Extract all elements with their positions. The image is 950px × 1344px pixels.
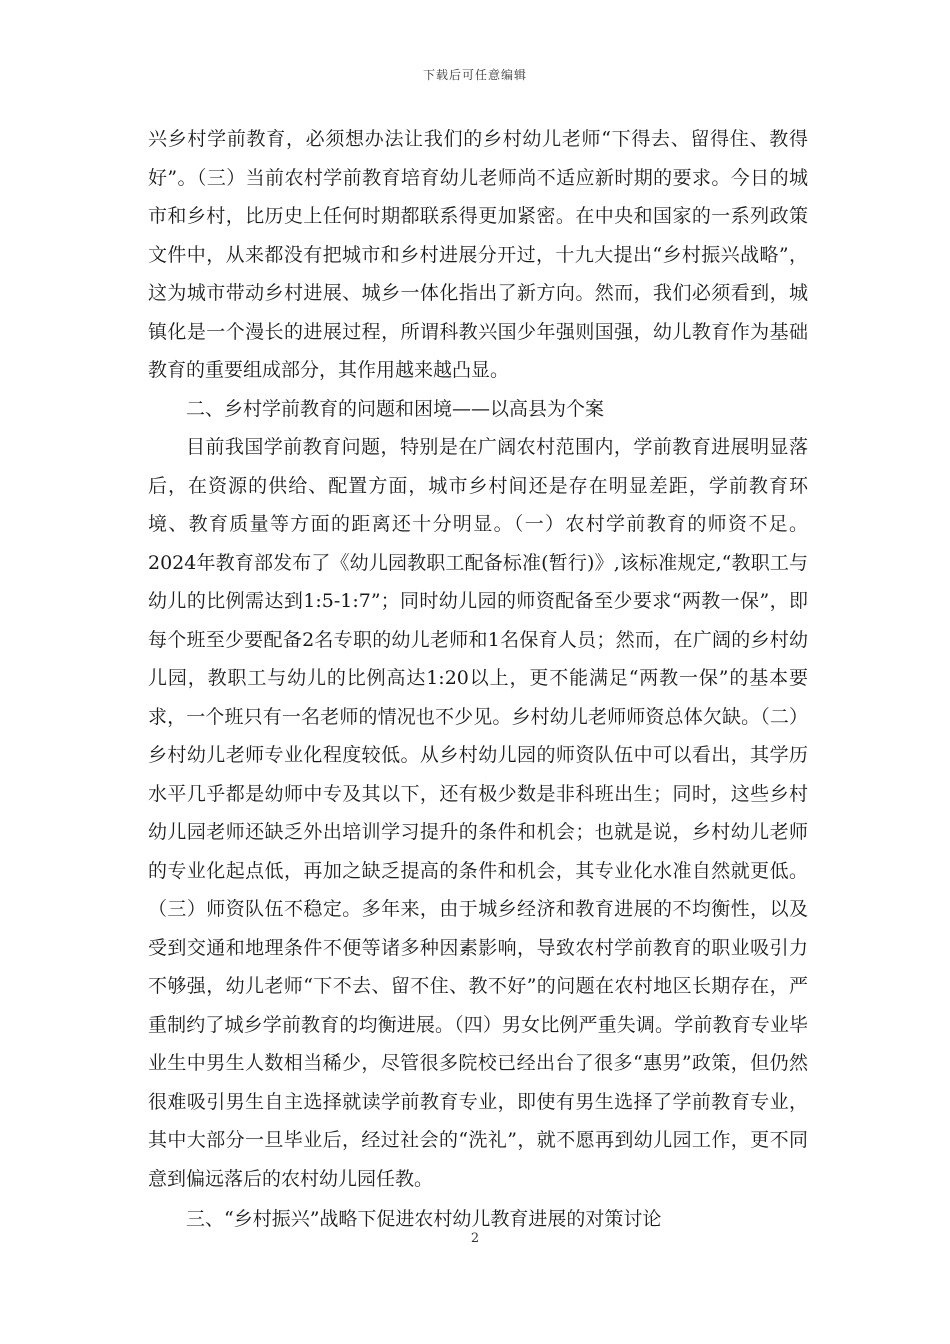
section-heading-2: 二、乡村学前教育的问题和困境——以高县为个案 (186, 397, 605, 420)
paragraph-continuation: 兴乡村学前教育，必须想办法让我们的乡村幼儿老师“下得去、留得住、教得好”。（三）当前农村学前教育培育幼儿老师尚不适应新时期的要求。今日的城市和乡村，比历史上任何时期都联系得更加紧密。在中央和国家的一系列政策文件中，从来都没有把城市和乡村进展分开过，十九大提出“乡村振兴战略”，这为城市带动乡村进展、城乡一体化指出了新方向。然而，我们必须看到，城镇化是一个漫长的进展过程，所谓科教兴国少年强则国强，幼儿教育作为基础教育的重要组成部分，其作用越来越凸显。 (148, 128, 808, 381)
paragraph-section-2: 目前我国学前教育问题，特别是在广阔农村范围内，学前教育进展明显落后，在资源的供给、配置方面，城市乡村间还是存在明显差距，学前教育环境、教育质量等方面的距离还十分明显。（一）农村学前教育的师资不足。2024年教育部发布了《幼儿园教职工配备标准(暂行)》,该标准规定,“教职工与幼儿的比例需达到1:5-1:7”；同时幼儿园的师资配备至少要求“两教一保”，即每个班至少要配备2名专职的幼儿老师和1名保育人员；然而，在广阔的乡村幼儿园，教职工与幼儿的比例高达1:20以上，更不能满足“两教一保”的基本要求，一个班只有一名老师的情况也不少见。乡村幼儿老师师资总体欠缺。（二）乡村幼儿老师专业化程度较低。从乡村幼儿园的师资队伍中可以看出，其学历水平几乎都是幼师中专及其以下，还有极少数是非科班出生；同时，这些乡村幼儿园老师还缺乏外出培训学习提升的条件和机会；也就是说，乡村幼儿老师的专业化起点低，再加之缺乏提高的条件和机会，其专业化水准自然就更低。（三）师资队伍不稳定。多年来，由于城乡经济和教育进展的不均衡性，以及受到交通和地理条件不便等诸多种因素影响，导致农村学前教育的职业吸引力不够强，幼儿老师“下不去、留不住、教不好”的问题在农村地区长期存在，严重制约了城乡学前教育的均衡进展。（四）男女比例严重失调。学前教育专业毕业生中男生人数相当稀少，尽管很多院校已经出台了很多“惠男”政策，但仍然很难吸引男生自主选择就读学前教育专业，即使有男生选择了学前教育专业，其中大部分一旦毕业后，经过社会的“洗礼”，就不愿再到幼儿园工作，更不同意到偏远落后的农村幼儿园任教。 (148, 436, 808, 1190)
page-header: 下载后可任意编辑 (422, 68, 527, 82)
section-heading-3: 三、“乡村振兴”战略下促进农村幼儿教育进展的对策讨论 (186, 1208, 662, 1230)
page-number: 2 (470, 1231, 480, 1246)
document-body (148, 120, 808, 1239)
